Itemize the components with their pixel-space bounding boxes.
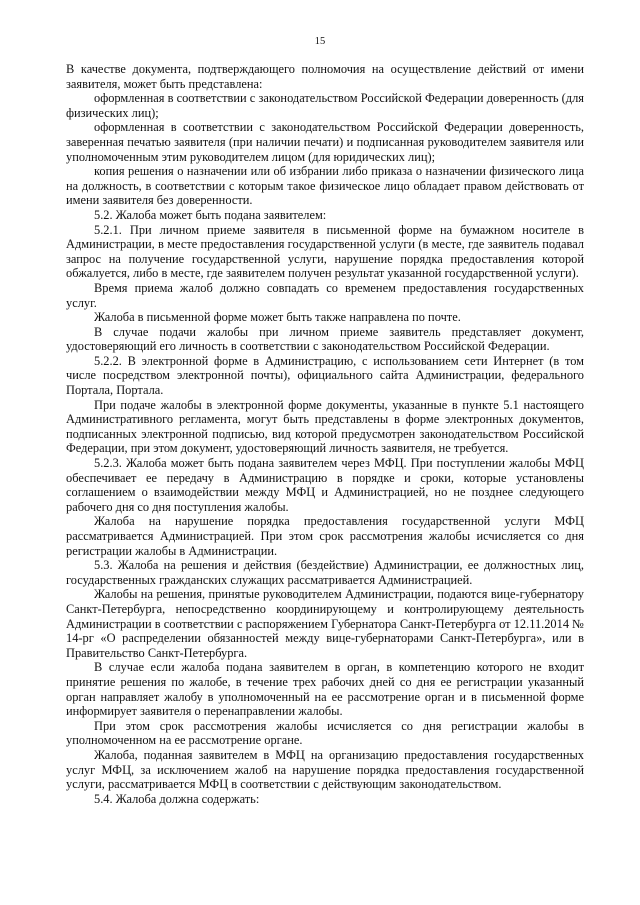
document-body (66, 62, 584, 806)
paragraph: Жалоба в письменной форме может быть также направлена по почте. (94, 310, 461, 325)
paragraph: оформленная в соответствии с законодательством Российской Федерации доверенность (для физических лиц); (66, 91, 584, 120)
paragraph: В качестве документа, подтверждающего полномочия на осуществление действий от имени заявителя, может быть представлена: (66, 62, 584, 91)
paragraph: Время приема жалоб должно совпадать со временем предоставления государственных услуг. (66, 280, 584, 310)
paragraph: При этом срок рассмотрения жалобы исчисляется со дня регистрации жалобы в уполномоченном на ее рассмотрение органе. (66, 718, 584, 748)
paragraph: При подаче жалобы в электронной форме документы, указанные в пункте 5.1 настоящего Административного регламента, могут быть представлены в форме электронных документов, подписанных электронной подписью, вид которой предусмотрен законодательством Российской Федерации, при этом документ, удостоверяющий личность заявителя, не требуется. (66, 397, 584, 456)
page-number: 15 (314, 36, 326, 47)
paragraph: Жалоба на нарушение порядка предоставления государственной услуги МФЦ рассматривается Администрацией. При этом срок рассмотрения жалобы исчисляется со дня регистрации жалобы в Администрации. (66, 514, 584, 558)
paragraph: 5.2.3. Жалоба может быть подана заявителем через МФЦ. При поступлении жалобы МФЦ обеспечивает ее передачу в Администрацию в порядке и сроки, которые установлены соглашением о взаимодействии между МФЦ и Администрацией, но не позднее следующего рабочего дня со дня поступления жалобы. (66, 456, 584, 514)
paragraph: 5.4. Жалоба должна содержать: (94, 791, 260, 806)
paragraph: 5.3. Жалоба на решения и действия (бездействие) Администрации, ее должностных лиц, государственных гражданских служащих рассматривается Администрацией. (66, 558, 584, 587)
paragraph: 5.2.2. В электронной форме в Администрацию, с использованием сети Интернет (в том числе посредством электронной почты), официального сайта Администрации, федерального Портала, Портала. (66, 353, 584, 398)
paragraph: Жалобы на решения, принятые руководителем Администрации, подаются вице-губернатору Санкт-Петербурга, непосредственно координирующему и контролирующему деятельность Администрации в соответствии с распоряжением Губернатора Санкт-Петербурга от 12.11.2014 № 14-рг «О распределении обязанностей между вице-губернаторами Санкт-Петербурга», или в Правительство Санкт-Петербурга. (66, 587, 584, 660)
paragraph: копия решения о назначении или об избрании либо приказа о назначении физического лица на должность, в соответствии с которым такое физическое лицо обладает правом действовать от имени заявителя без доверенности. (66, 164, 584, 208)
paragraph: 5.2. Жалоба может быть подана заявителем: (94, 207, 327, 222)
paragraph: Жалоба, поданная заявителем в МФЦ на организацию предоставления государственных услуг МФЦ, за исключением жалоб на нарушение порядка предоставления государственной услуги, рассматривается МФЦ в соответствии с действующим законодательством. (66, 747, 584, 792)
paragraph: В случае подачи жалобы при личном приеме заявитель представляет документ, удостоверяющий его личность в соответствии с законодательством Российской Федерации. (66, 324, 584, 354)
paragraph: В случае если жалоба подана заявителем в орган, в компетенцию которого не входит принятие решения по жалобе, в течение трех рабочих дней со дня ее регистрации указанный орган направляет жалобу в уполномоченный на ее рассмотрение орган и в письменной форме информирует заявителя о перенаправлении жалобы. (66, 660, 584, 719)
paragraph: 5.2.1. При личном приеме заявителя в письменной форме на бумажном носителе в Администрации, в месте предоставления государственной услуги (в месте, где заявитель подавал запрос на получение государственной услуги, нарушение порядка предоставления которой обжалуется, либо в месте, где заявителем получен результат указанной государственной услуги). (66, 222, 584, 281)
paragraph: оформленная в соответствии с законодательством Российской Федерации доверенность, заверенная печатью заявителя (при наличии печати) и подписанная руководителем заявителя или уполномоченным этим руководителем лицом (для юридических лиц); (66, 120, 584, 164)
